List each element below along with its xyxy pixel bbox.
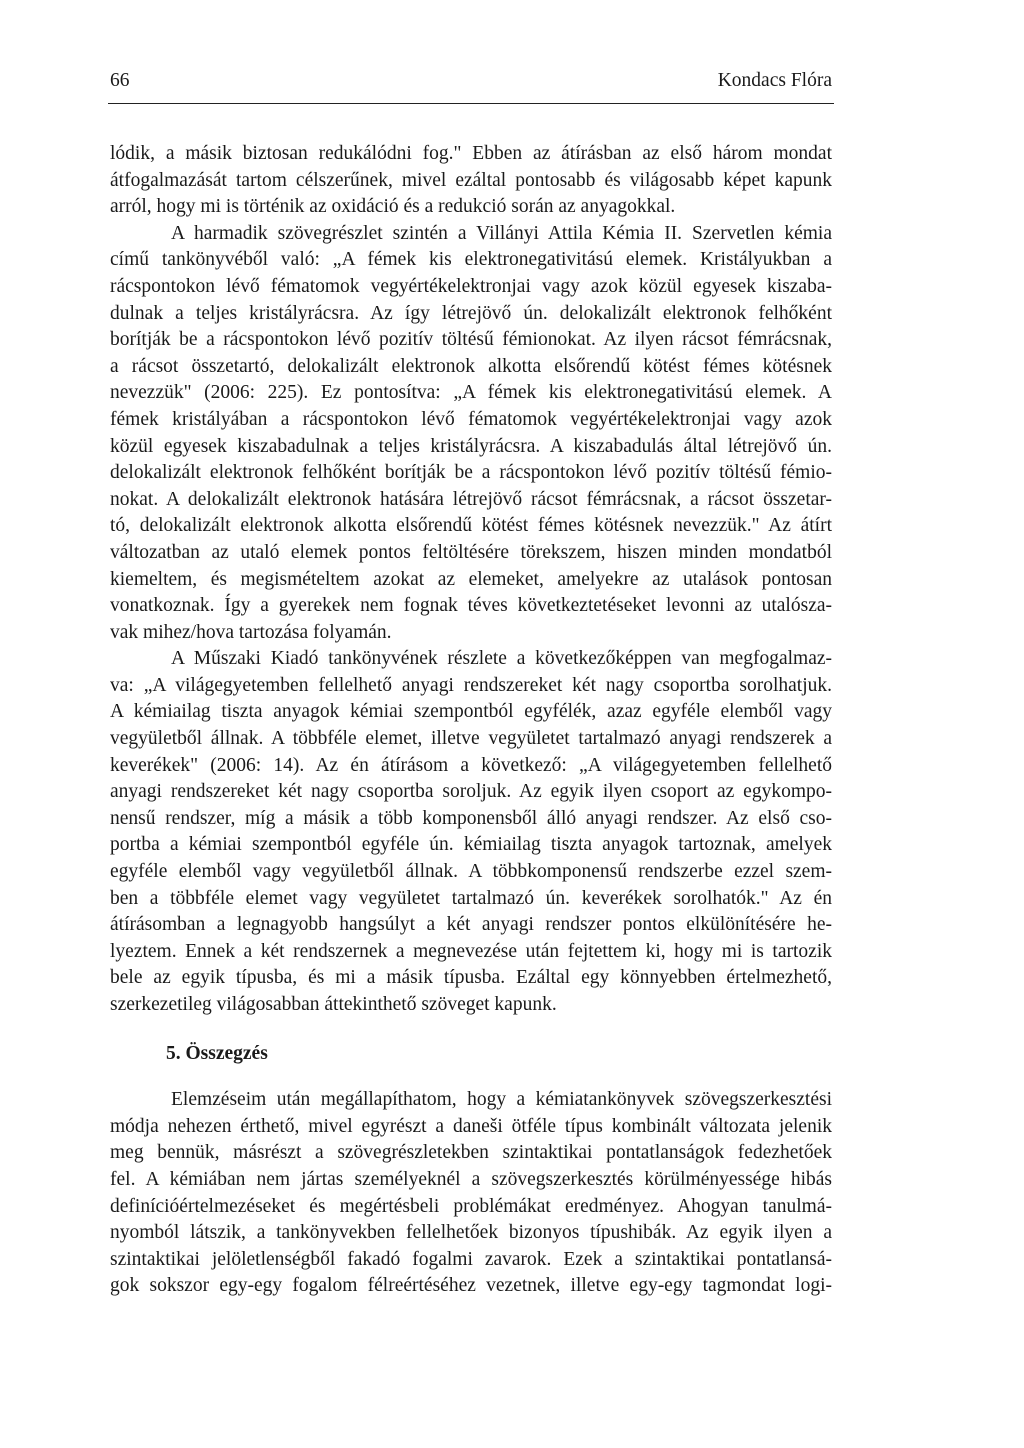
text-line: A kémiailag tiszta anyagok kémiai szempontból egyfélék, azaz egyféle elemből vagy: [110, 701, 832, 723]
text-line: kiemeltem, és megismételtem azokat az elemeket, amelyekre az utalások pontosan: [110, 568, 832, 590]
text-line: definícióértelmezéseket és megértésbeli problémákat eredményez. Ahogyan tanulmá-: [110, 1195, 832, 1217]
text-line: anyagi rendszereket két nagy csoportba soroljuk. Az egyik ilyen csoport az egykompo-: [110, 781, 832, 803]
paragraph: [110, 646, 832, 1018]
text-line: dulnak a teljes kristályrácsra. Az így létrejövő ún. delokalizált elektronok felhőként: [110, 302, 832, 324]
text-line: egyféle elemből vagy vegyületből állnak. A többkomponensű rendszerbe ezzel szem-: [110, 861, 832, 883]
text-line: lódik, a másik biztosan redukálódni fog." Ebben az átírásban az első három mondat: [110, 143, 832, 164]
text-line: rácspontokon lévő fématomok vegyértékelektronjai vagy azok közül egyesek kiszaba-: [110, 275, 832, 297]
section-paragraph: [110, 1087, 832, 1300]
text-line: A harmadik szövegrészlet szintén a Villányi Attila Kémia II. Szervetlen kémia: [171, 222, 832, 244]
text-line: közül egyesek kiszabadulnak a teljes kristályrácsra. A kiszabadulás által létrejövő ún.: [110, 435, 832, 457]
paragraph: [110, 221, 832, 647]
text-line: fel. A kémiában nem jártas személyeknél a szövegszerkesztés körülményessége hibás: [110, 1168, 832, 1190]
body-text: [110, 141, 832, 1300]
text-line: portba a kémiai szempontból egyféle ún. kémiailag tiszta anyagok tartoznak, amelyek: [110, 834, 832, 856]
text-line: arról, hogy mi is történik az oxidáció és a redukció során az anyagokkal.: [110, 196, 676, 218]
text-line: gok sokszor egy-egy fogalom félreértéséhez vezetnek, illetve egy-egy tagmondat logi-: [110, 1275, 832, 1297]
paragraphs-before: [110, 141, 832, 1019]
text-line: szerkezetileg világosabban áttekinthető szöveget kapunk.: [110, 994, 557, 1015]
text-line: fémek kristályában a rácspontokon lévő fématomok vegyértékelektronjai vagy azok: [110, 408, 832, 430]
page-number: 66: [110, 70, 130, 91]
text-line: nevezzük" (2006: 225). Ez pontosítva: „A fémek kis elektronegativitású elemek. A: [110, 382, 832, 404]
text-line: átírásomban a legnagyobb hangsúlyt a két anyagi rendszer pontos elkülönítésére he-: [110, 914, 832, 936]
running-header: [110, 70, 832, 92]
header-rule: [108, 103, 834, 104]
text-line: vonatkoznak. Így a gyerekek nem fognak téves következtetéseket levonni az utalósza-: [110, 595, 832, 617]
text-line: szintaktikai jelöletlenségből fakadó fogalmi zavarok. Ezek a szintaktikai pontatlansá-: [110, 1248, 832, 1270]
text-line: lyeztem. Ennek a két rendszernek a megnevezése után fejtettem ki, hogy mi is tartozik: [110, 940, 832, 962]
text-line: vegyületből állnak. A többféle elemet, illetve vegyületet tartalmazó anyagi rendszerek a: [110, 728, 832, 750]
text-line: változatban az utaló elemek pontos feltöltésére törekszem, hiszen minden mondatból: [110, 541, 832, 563]
text-line: tó, delokalizált elektronok alkotta elsőrendű kötést fémes kötésnek nevezzük." Az átírt: [110, 515, 832, 537]
text-line: meg bennük, másrészt a szövegrészletekben szintaktikai pontatlanságok fedezhetőek: [110, 1142, 832, 1164]
text-line: keverékek" (2006: 14). Az én átírásom a következő: „A világegyetemben fellelhető: [110, 754, 832, 776]
text-line: módja nehezen érthető, mivel egyrészt a daneši ötféle típus kombinált változata jelenik: [110, 1115, 832, 1137]
text-line: átfogalmazását tartom célszerűnek, mivel ezáltal pontosabb és világosabb képet kapunk: [110, 169, 832, 191]
text-line: bele az egyik típusba, és mi a másik típusba. Ezáltal egy könnyebben értelmezhető,: [110, 967, 832, 989]
text-line: nensű rendszer, míg a másik a több komponensből álló anyagi rendszer. Az első cso-: [110, 807, 832, 829]
text-line: nokat. A delokalizált elektronok hatására létrejövő rácsot fémrácsnak, a rácsot összetar-: [110, 488, 832, 510]
text-line: vak mihez/hova tartozása folyamán.: [110, 621, 392, 643]
text-line: A Műszaki Kiadó tankönyvének részlete a következőképpen van megfogalmaz-: [171, 648, 832, 670]
section-heading: 5. Összegzés: [166, 1042, 268, 1064]
paragraph: [110, 141, 832, 221]
text-line: va: „A világegyetemben fellelhető anyagi rendszereket két nagy csoportba sorolhatjuk.: [110, 674, 832, 696]
text-line: a rácsot összetartó, delokalizált elektronok alkotta elsőrendű kötést fémes kötésnek: [110, 355, 832, 377]
text-line: című tankönyvéből való: „A fémek kis elektronegativitású elemek. Kristályukban a: [110, 249, 832, 271]
running-title: Kondacs Flóra: [717, 70, 832, 91]
text-line: delokalizált elektronok felhőként borítják be a rácspontokon lévő pozitív töltésű fémio-: [110, 462, 832, 484]
text-line: nyomból látszik, a tankönyvekben fellelhetőek bizonyos típushibák. Az egyik ilyen a: [110, 1222, 832, 1244]
text-line: Elemzéseim után megállapíthatom, hogy a kémiatankönyvek szövegszerkesztési: [171, 1089, 832, 1111]
text-line: borítják be a rácspontokon lévő pozitív töltésű fémionokat. Az ilyen rácsot fémrácsnak,: [110, 329, 832, 351]
text-line: ben a többféle elemet vagy vegyületet tartalmazó ún. keverékek sorolhatók." Az én: [110, 887, 832, 909]
